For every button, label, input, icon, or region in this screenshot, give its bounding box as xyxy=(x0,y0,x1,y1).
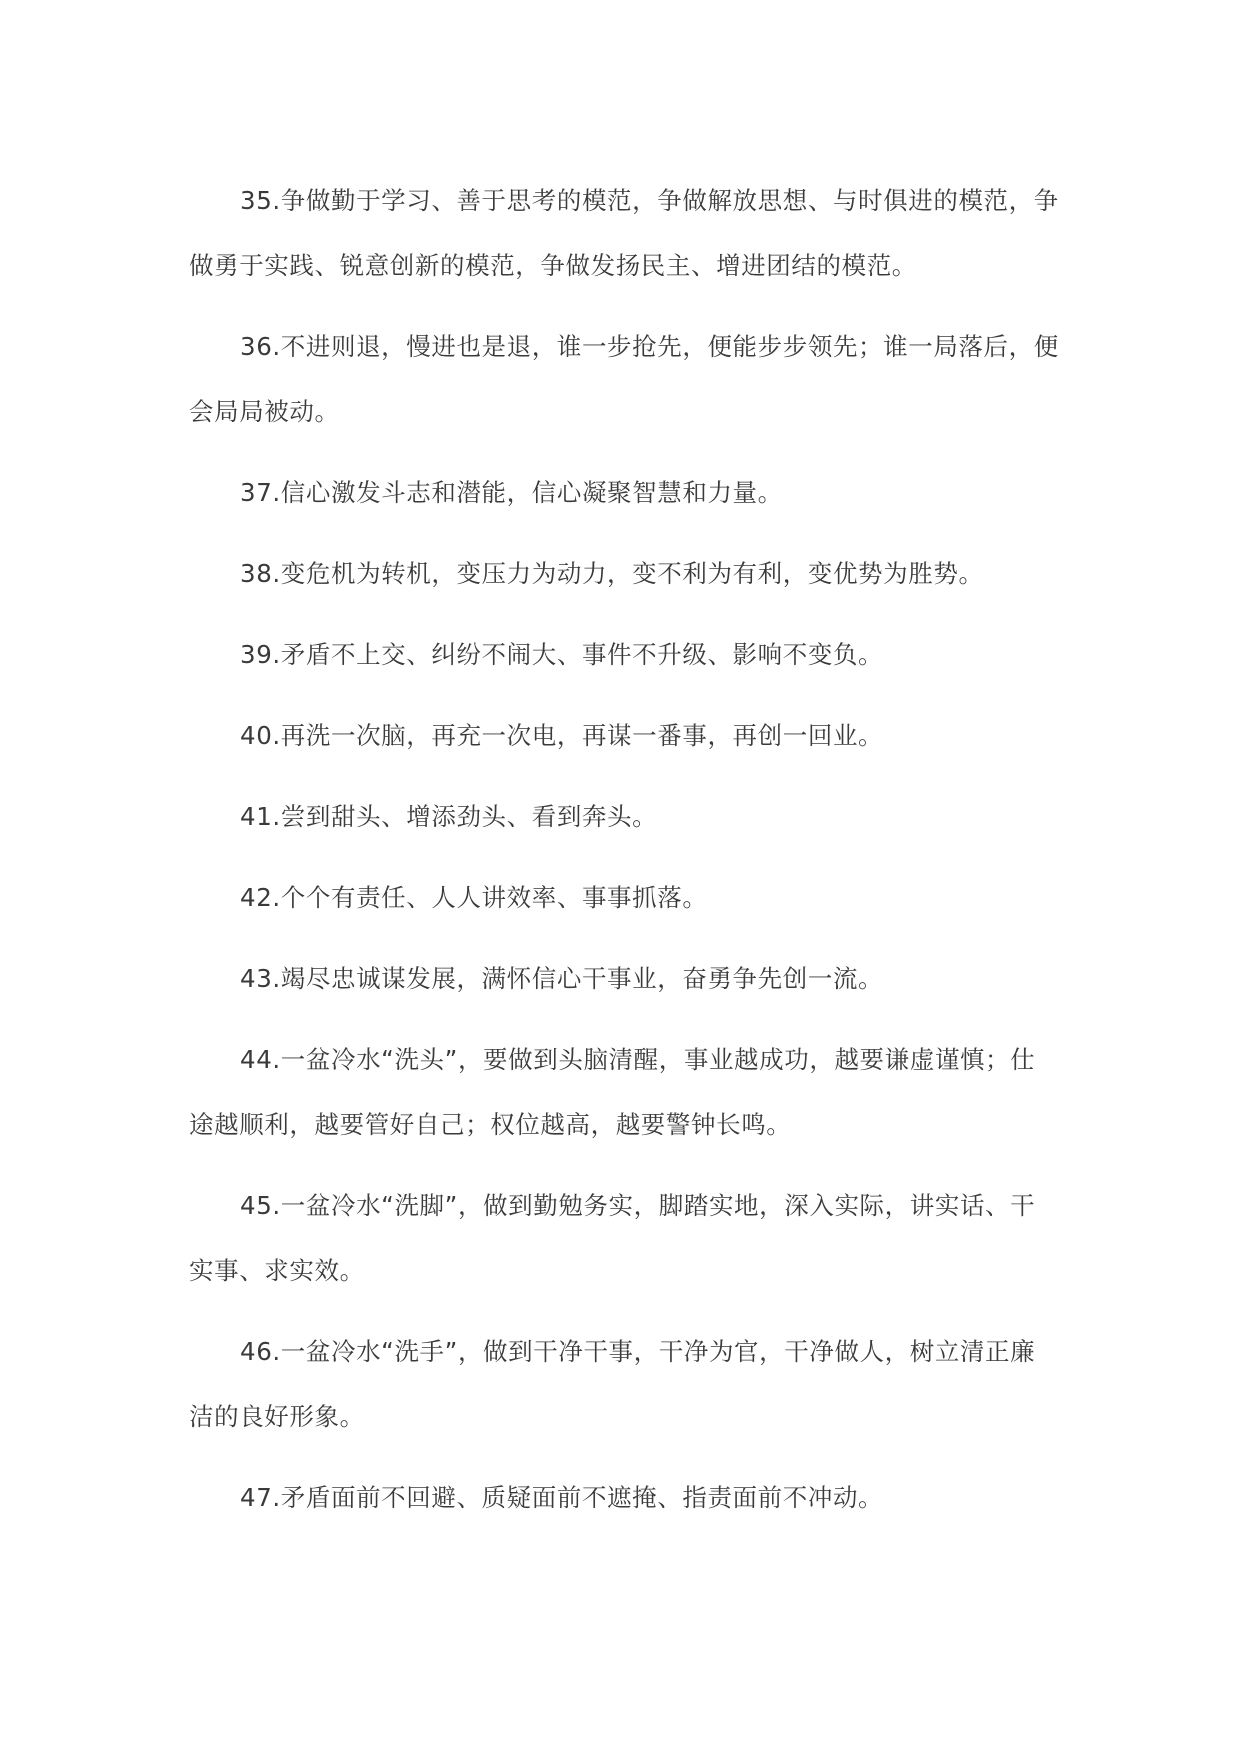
paragraph-45: 45.一盆冷水“洗脚”，做到勤勉务实，脚踏实地，深入实际，讲实话、干实事、求实效。 xyxy=(189,1191,1036,1285)
paragraph-38: 38.变危机为转机，变压力为动力，变不利为有利，变优势为胜势。 xyxy=(240,559,984,588)
paragraph-42: 42.个个有责任、人人讲效率、事事抓落。 xyxy=(240,883,708,912)
paragraph-44: 44.一盆冷水“洗头”，要做到头脑清醒，事业越成功，越要谦虚谨慎；仕途越顺利，越要管好自己；权位越高，越要警钟长鸣。 xyxy=(189,1045,1036,1139)
document-body xyxy=(189,168,1059,1546)
paragraph-35: 35.争做勤于学习、善于思考的模范，争做解放思想、与时俱进的模范，争做勇于实践、锐意创新的模范，争做发扬民主、增进团结的模范。 xyxy=(189,186,1059,280)
paragraph-41: 41.尝到甜头、增添劲头、看到奔头。 xyxy=(240,802,658,831)
paragraph-43: 43.竭尽忠诚谋发展，满怀信心干事业，奋勇争先创一流。 xyxy=(240,964,884,993)
paragraph-46: 46.一盆冷水“洗手”，做到干净干事，干净为官，干净做人，树立清正廉洁的良好形象。 xyxy=(189,1337,1036,1431)
paragraph-37: 37.信心激发斗志和潜能，信心凝聚智慧和力量。 xyxy=(240,478,783,507)
paragraph-40: 40.再洗一次脑，再充一次电，再谋一番事，再创一回业。 xyxy=(240,721,884,750)
paragraph-39: 39.矛盾不上交、纠纷不闹大、事件不升级、影响不变负。 xyxy=(240,640,884,669)
paragraph-47: 47.矛盾面前不回避、质疑面前不遮掩、指责面前不冲动。 xyxy=(240,1483,884,1512)
paragraph-36: 36.不进则退，慢进也是退，谁一步抢先，便能步步领先；谁一局落后，便会局局被动。 xyxy=(189,332,1059,426)
